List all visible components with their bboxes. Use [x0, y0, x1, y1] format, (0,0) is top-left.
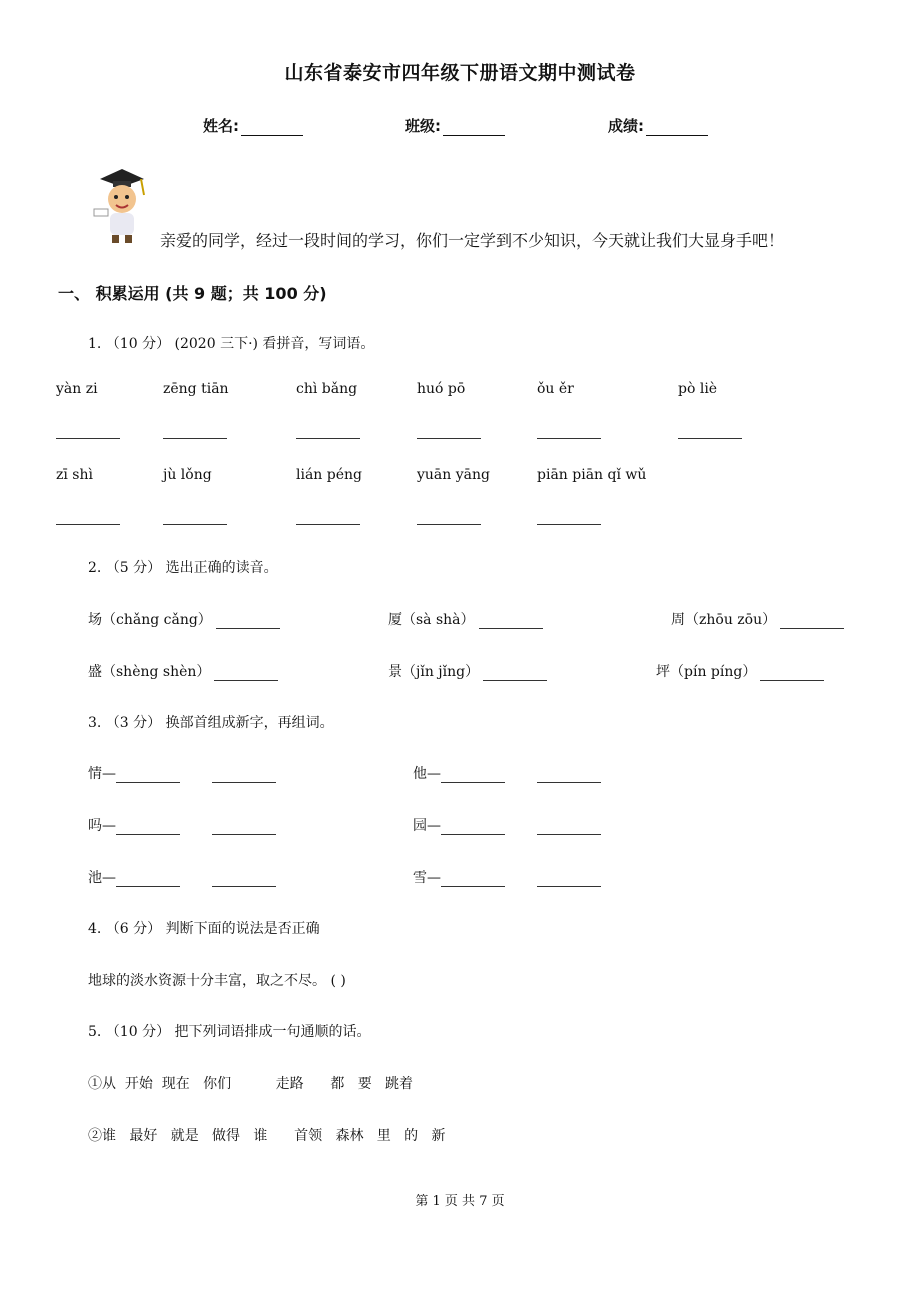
question-4-header: 4. （6 分） 判断下面的说法是否正确: [88, 921, 320, 937]
section-heading: 一、 积累运用 (共 9 题；共 100 分): [58, 284, 327, 303]
radical-char: 他—: [413, 766, 441, 782]
answer-blank[interactable]: [537, 820, 601, 835]
word-order-line-2: ②谁 最好 就是 做得 谁 首领 森林 里 的 新: [88, 1128, 446, 1144]
class-field[interactable]: [405, 115, 505, 136]
answer-blank[interactable]: [116, 820, 180, 835]
answer-blank[interactable]: [212, 820, 276, 835]
answer-blank[interactable]: [163, 524, 227, 525]
answer-blank[interactable]: [296, 438, 360, 439]
page-title: 山东省泰安市四年级下册语文期中测试卷: [284, 62, 636, 84]
class-blank[interactable]: [443, 119, 505, 136]
reading-choice-text: 盛（shèng shèn）: [88, 664, 211, 680]
radical-char: 吗—: [88, 818, 116, 834]
class-label: 班级:: [405, 117, 441, 135]
radical-char: 园—: [413, 818, 441, 834]
reading-choice: [88, 609, 280, 629]
question-3-header: 3. （3 分） 换部首组成新字，再组词。: [88, 715, 334, 731]
answer-blank[interactable]: [116, 872, 180, 887]
greeting-text: 亲爱的同学，经过一段时间的学习，你们一定学到不少知识，今天就让我们大显身手吧！: [160, 231, 785, 250]
graduate-mascot-icon: [86, 165, 152, 247]
answer-blank[interactable]: [212, 768, 276, 783]
radical-char: 情—: [88, 766, 116, 782]
pinyin-item: pò liè: [678, 381, 718, 397]
answer-blank[interactable]: [56, 524, 120, 525]
reading-choice-text: 坪（pín píng）: [656, 664, 757, 680]
answer-blank[interactable]: [116, 768, 180, 783]
answer-blank[interactable]: [780, 614, 844, 629]
answer-blank[interactable]: [441, 872, 505, 887]
radical-char: 雪—: [413, 870, 441, 886]
reading-choice-text: 景（jǐn jǐng）: [388, 664, 480, 680]
answer-blank[interactable]: [56, 438, 120, 439]
radical-item: [88, 763, 276, 783]
answer-blank[interactable]: [537, 872, 601, 887]
pinyin-item: zēng tiān: [163, 381, 229, 397]
reading-choice-text: 场（chǎng cǎng）: [88, 612, 212, 628]
reading-choice: [88, 661, 278, 681]
question-1-header: 1. （10 分） (2020 三下·) 看拼音，写词语。: [88, 336, 375, 352]
pinyin-item: huó pō: [417, 381, 466, 397]
judgement-statement[interactable]: 地球的淡水资源十分丰富，取之不尽。 ( ): [88, 973, 346, 989]
answer-blank[interactable]: [760, 666, 824, 681]
answer-blank[interactable]: [216, 614, 280, 629]
pinyin-item: zī shì: [56, 467, 93, 483]
answer-blank[interactable]: [537, 768, 601, 783]
score-blank[interactable]: [646, 119, 708, 136]
pinyin-item: ǒu ěr: [537, 381, 574, 397]
answer-blank[interactable]: [479, 614, 543, 629]
radical-item: [413, 763, 601, 783]
pinyin-item: piān piān qǐ wǔ: [537, 467, 647, 483]
question-5-header: 5. （10 分） 把下列词语排成一句通顺的话。: [88, 1024, 371, 1040]
answer-blank[interactable]: [417, 524, 481, 525]
radical-item: [88, 867, 276, 887]
radical-item: [413, 867, 601, 887]
radical-char: 池—: [88, 870, 116, 886]
question-2-header: 2. （5 分） 选出正确的读音。: [88, 560, 278, 576]
name-blank[interactable]: [241, 119, 303, 136]
pinyin-item: yuān yāng: [417, 467, 490, 483]
reading-choice: [656, 661, 824, 681]
name-label: 姓名:: [203, 117, 239, 135]
answer-blank[interactable]: [417, 438, 481, 439]
reading-choice-text: 周（zhōu zōu）: [671, 612, 777, 628]
answer-blank[interactable]: [163, 438, 227, 439]
answer-blank[interactable]: [212, 872, 276, 887]
reading-choice-text: 厦（sà shà）: [388, 612, 475, 628]
radical-item: [413, 815, 601, 835]
pinyin-item: chì bǎng: [296, 381, 358, 397]
reading-choice: [388, 609, 543, 629]
answer-blank[interactable]: [537, 438, 601, 439]
answer-blank[interactable]: [537, 524, 601, 525]
pinyin-item: yàn zi: [56, 381, 98, 397]
reading-choice: [388, 661, 547, 681]
score-field[interactable]: [608, 115, 708, 136]
pinyin-item: jù lǒng: [163, 467, 212, 483]
answer-blank[interactable]: [214, 666, 278, 681]
answer-blank[interactable]: [678, 438, 742, 439]
radical-item: [88, 815, 276, 835]
page-number: 第 1 页 共 7 页: [415, 1194, 505, 1209]
answer-blank[interactable]: [483, 666, 547, 681]
score-label: 成绩:: [608, 117, 644, 135]
word-order-line-1: ①从 开始 现在 你们 走路 都 要 跳着: [88, 1076, 414, 1092]
answer-blank[interactable]: [441, 768, 505, 783]
pinyin-item: lián péng: [296, 467, 362, 483]
answer-blank[interactable]: [441, 820, 505, 835]
answer-blank[interactable]: [296, 524, 360, 525]
name-field[interactable]: [203, 115, 303, 136]
reading-choice: [671, 609, 844, 629]
